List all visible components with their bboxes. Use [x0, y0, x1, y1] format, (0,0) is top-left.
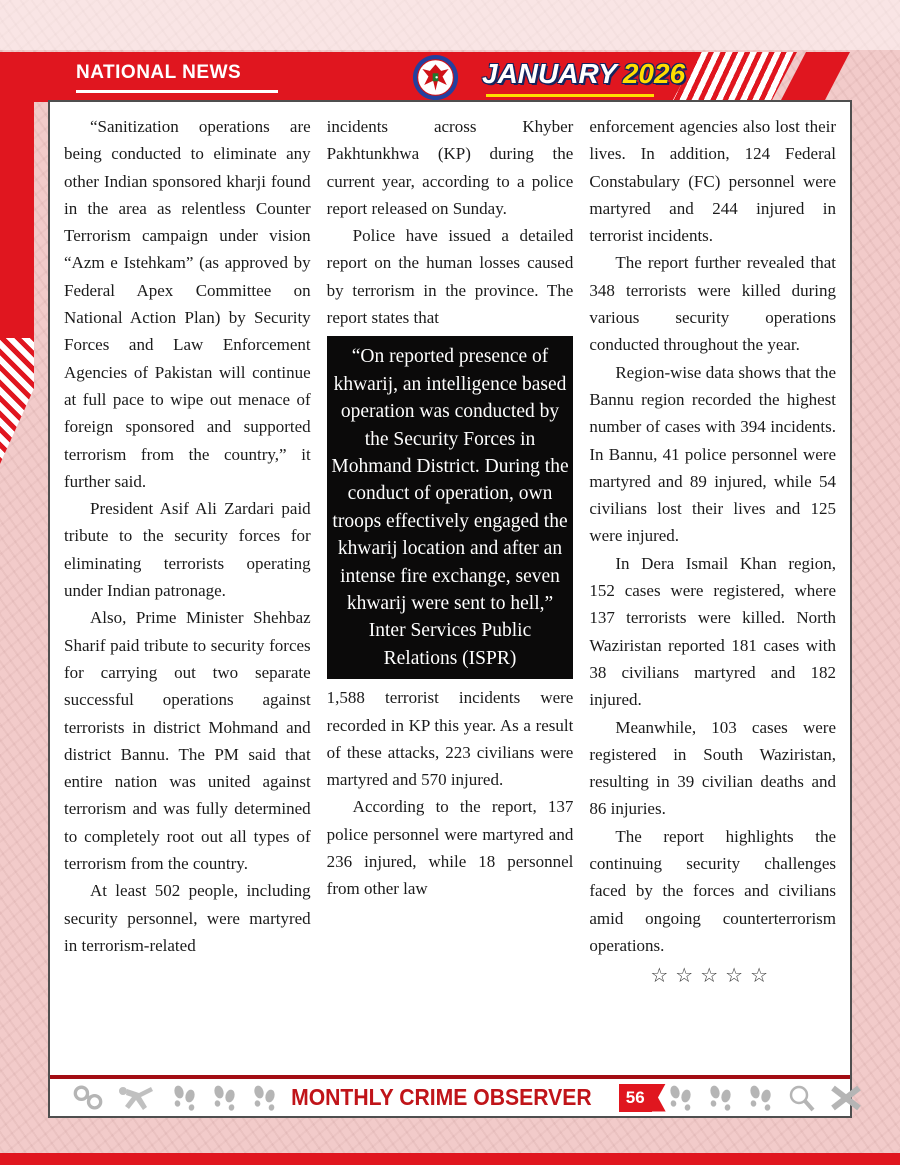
left-red-band-decor [0, 52, 34, 338]
paragraph: Also, Prime Minister Shehbaz Sharif paid tribute to security forces for carrying out two separate successful operations against terrorists in district Mohmand and district Bannu. The PM said that entire nation was united against terrorism and was fully determined to completely root out all types of terrorism from the country. [64, 608, 311, 874]
footer-strip [50, 1079, 850, 1116]
left-stripes-decor [0, 338, 34, 464]
handcuffs-icon [72, 1083, 104, 1113]
paragraph: “Sanitization operations are being conducted to eliminate any other Indian sponsored kharji found in the area as relentless Counter Terrorism campaign under vision “Azm e Istehkam” (as approved by Federal Apex Committee on National Action Plan) by Security Forces and Law Enforcement Agencies of Pakistan will continue at full pace to wipe out menace of foreign sponsored and supported terrorism from the country,” it further said. [64, 117, 311, 491]
paragraph: Meanwhile, 103 cases were registered in South Waziristan, resulting in 39 civilian deaths and 86 injuries. [589, 717, 837, 819]
footprints-icon [170, 1083, 198, 1113]
section-title: NATIONAL NEWS [76, 62, 242, 83]
bottom-red-bar-decor [0, 1153, 900, 1165]
issue-year: 2026 [622, 58, 686, 89]
paragraph: President Asif Ali Zardari paid tribute to the security forces for eliminating terrorists operating under Indian patronage. [64, 499, 311, 601]
paragraph: In Dera Ismail Khan region, 152 cases were registered, where 137 terrorists were killed. North Waziristan reported 181 cases with 38 civilians martyred and 182 injured. [589, 553, 837, 710]
paragraph: Police have issued a detailed report on the human losses caused by terrorism in the province. The report states that [326, 226, 574, 328]
paragraph: At least 502 people, including security personnel, were martyred in terrorism-related [64, 881, 311, 955]
footer-center [278, 1084, 666, 1112]
column-2 [327, 113, 574, 1075]
column-3 [589, 113, 836, 1075]
top-margin-strip [0, 0, 900, 50]
magnifier-icon [786, 1083, 816, 1113]
section-title-underline [76, 90, 278, 93]
footprints-icon [746, 1083, 774, 1113]
paragraph: enforcement agencies also lost their lives. In addition, 124 Federal Constabulary (FC) personnel were martyred and 244 injured in terrorist incidents. [589, 117, 837, 246]
footer-icons-left [72, 1083, 278, 1113]
paragraph: incidents across Khyber Pakhtunkhwa (KP) during the current year, according to a police report released on Sunday. [326, 117, 574, 218]
end-of-article-stars: ☆☆☆☆☆ [650, 963, 775, 988]
page-footer [50, 1075, 850, 1116]
text-columns [50, 102, 850, 1075]
page-number-badge [619, 1084, 666, 1112]
issue-month: JANUARY [482, 58, 617, 89]
paragraph: The report further revealed that 348 terrorists were killed during various security operations conducted throughout the year. [589, 253, 837, 355]
paragraph: 1,588 terrorist incidents were recorded in KP this year. As a result of these attacks, 223 civilians were martyred and 570 injured. [326, 688, 574, 790]
body-outline-icon [116, 1083, 158, 1113]
column-1 [64, 113, 311, 1075]
footprints-icon [210, 1083, 238, 1113]
footprints-icon [706, 1083, 734, 1113]
publication-title: MONTHLY CRIME OBSERVER [291, 1084, 592, 1110]
crossed-mark-icon [828, 1084, 864, 1112]
footprints-icon [250, 1083, 278, 1113]
footprints-icon [666, 1083, 694, 1113]
issue-date [482, 58, 685, 90]
paragraph: Region-wise data shows that the Bannu region recorded the highest number of cases with 394 incidents. In Bannu, 41 police personnel were martyred and 89 injured, while 54 civilians lost their lives and 125 were injured. [589, 362, 837, 546]
page-badge-ribbon-tail [652, 1084, 666, 1112]
page-number: 56 [619, 1084, 652, 1112]
paragraph: The report highlights the continuing security challenges faced by the forces and civilians amid ongoing counterterrorism operations. [589, 826, 837, 955]
footer-icons-right [666, 1083, 864, 1113]
article-body [48, 100, 852, 1118]
date-underline [486, 94, 654, 97]
paragraph: According to the report, 137 police personnel were martyred and 236 injured, while 18 personnel from other law [326, 797, 574, 899]
crime-observer-emblem-icon [412, 54, 459, 101]
pull-quote: “On reported presence of khwarij, an intelligence based operation was conducted by the Security Forces in Mohmand District. During the conduct of operation, own troops effectively engaged the khwarij location and after an intense fire exchange, seven khwarij were sent to hell,” Inter Services Public Relations (ISPR) [327, 336, 574, 679]
